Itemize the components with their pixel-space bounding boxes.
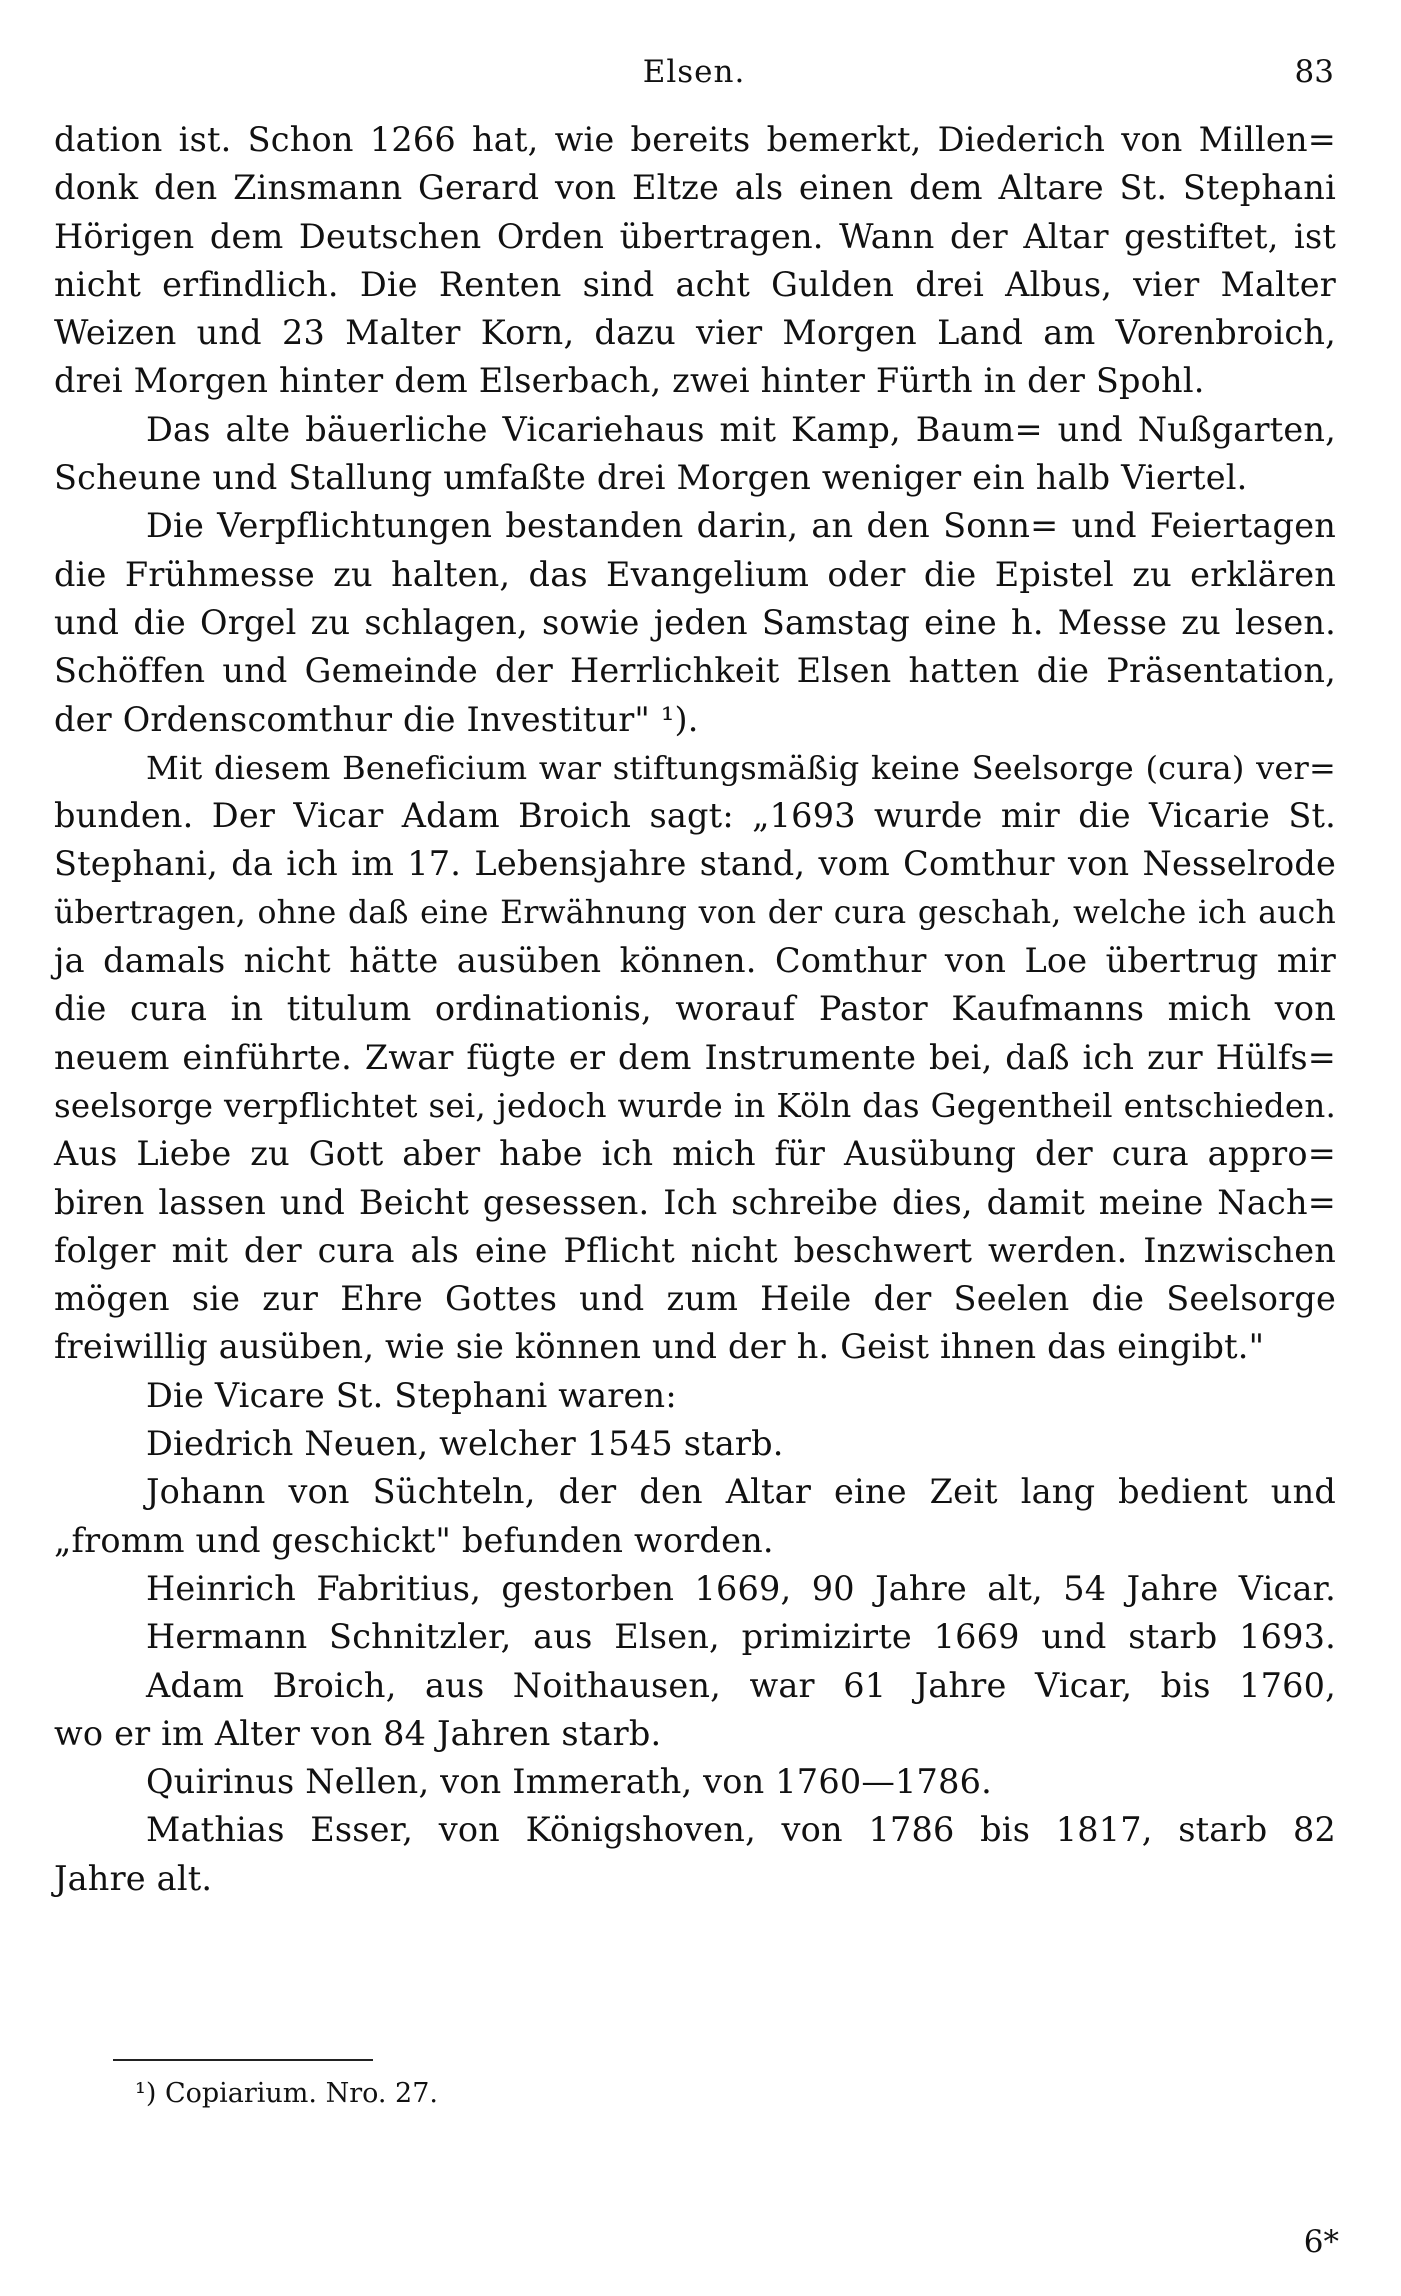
text-line: biren lassen und Beicht gesessen. Ich schreibe dies, damit meine Nach= [54,1182,1336,1222]
text-line: die cura in titulum ordinationis, worauf Pastor Kaufmanns mich von [54,989,1336,1029]
text-line: Jahre alt. [54,1858,213,1898]
text-line: bunden. Der Vicar Adam Broich sagt: „1693 wurde mir die Vicarie St. [54,796,1336,836]
text-line: drei Morgen hinter dem Elserbach, zwei hinter Fürth in der Spohl. [54,361,1205,401]
text-line: übertragen, ohne daß eine Erwähnung von der cura geschah, welche ich auch [54,894,1336,931]
page-header [54,54,1334,98]
text-line: „fromm und geschickt" befunden worden. [54,1520,774,1560]
text-line: Schöffen und Gemeinde der Herrlichkeit Elsen hatten die Präsentation, [54,651,1336,691]
text-line: Aus Liebe zu Gott aber habe ich mich für Ausübung der cura appro= [54,1134,1336,1174]
text-line: Hörigen dem Deutschen Orden übertragen. Wann der Altar gestiftet, ist [54,216,1336,256]
text-line: die Frühmesse zu halten, das Evangelium oder die Epistel zu erklären [54,554,1336,594]
text-line: Mit diesem Beneficium war stiftungsmäßig keine Seelsorge (cura) ver= [146,748,1336,787]
text-line: Mathias Esser, von Königshoven, von 1786 bis 1817, starb 82 [146,1810,1336,1850]
text-line: Scheune und Stallung umfaßte drei Morgen weniger ein halb Viertel. [54,458,1248,498]
text-line: wo er im Alter von 84 Jahren starb. [54,1713,662,1753]
text-line: seelsorge verpflichtet sei, jedoch wurde in Köln das Gegentheil entschieden. [54,1086,1336,1125]
text-line: mögen sie zur Ehre Gottes und zum Heile der Seelen die Seelsorge [54,1279,1336,1319]
text-line: Johann von Süchteln, der den Altar eine Zeit lang bedient und [146,1472,1336,1512]
page-number: 83 [1294,54,1334,90]
text-line: freiwillig ausüben, wie sie können und der h. Geist ihnen das eingibt." [54,1327,1265,1367]
signature-mark: 6* [1303,2224,1339,2260]
text-line: nicht erfindlich. Die Renten sind acht Gulden drei Albus, vier Malter [54,264,1336,304]
text-line: Quirinus Nellen, von Immerath, von 1760—1786. [146,1762,992,1802]
text-line: Adam Broich, aus Noithausen, war 61 Jahre Vicar, bis 1760, [146,1665,1336,1705]
running-title: Elsen. [642,54,746,90]
text-line: Weizen und 23 Malter Korn, dazu vier Morgen Land am Vorenbroich, [54,313,1336,353]
text-line: Heinrich Fabritius, gestorben 1669, 90 Jahre alt, 54 Jahre Vicar. [146,1568,1336,1608]
text-line: Das alte bäuerliche Vicariehaus mit Kamp, Baum= und Nußgarten, [146,409,1336,449]
text-line: und die Orgel zu schlagen, sowie jeden Samstag eine h. Messe zu lesen. [54,602,1336,642]
text-line: neuem einführte. Zwar fügte er dem Instrumente bei, daß ich zur Hülfs= [54,1037,1336,1077]
text-line: folger mit der cura als eine Pflicht nicht beschwert werden. Inzwischen [54,1230,1336,1270]
text-line: Hermann Schnitzler, aus Elsen, primizirte 1669 und starb 1693. [146,1617,1336,1657]
text-line: ja damals nicht hätte ausüben können. Comthur von Loe übertrug mir [54,941,1336,981]
text-line: der Ordenscomthur die Investitur" ¹). [54,699,699,739]
text-line: Die Vicare St. Stephani waren: [146,1375,677,1415]
text-line: Die Verpflichtungen bestanden darin, an den Sonn= und Feiertagen [146,506,1336,546]
text-line: dation ist. Schon 1266 hat, wie bereits bemerkt, Diederich von Millen= [54,120,1336,159]
footnote: ¹) Copiarium. Nro. 27. [135,2078,438,2109]
body-text [54,116,1336,1903]
footnote-divider [113,2059,373,2061]
text-line: donk den Zinsmann Gerard von Eltze als einen dem Altare St. Stephani [54,168,1336,208]
text-line: Diedrich Neuen, welcher 1545 starb. [146,1424,784,1464]
text-line: Stephani, da ich im 17. Lebensjahre stand, vom Comthur von Nesselrode [54,844,1336,884]
